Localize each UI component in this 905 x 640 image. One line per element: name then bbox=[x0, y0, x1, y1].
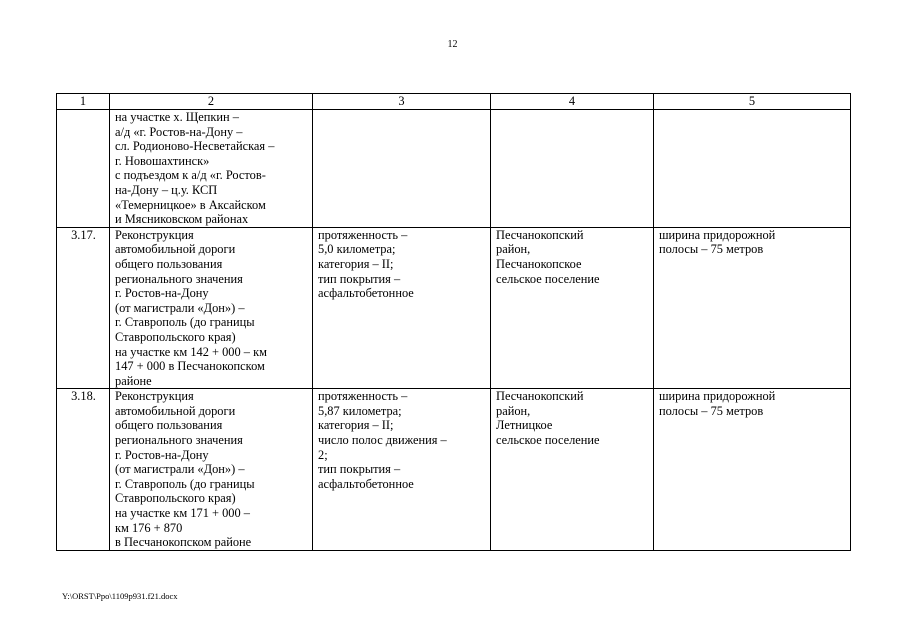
road-object-line: Ставропольского края) bbox=[115, 329, 236, 344]
roadside-zone-line: полосы – 75 метров bbox=[659, 403, 764, 418]
road-object-line: в Песчанокопском районе bbox=[115, 535, 252, 550]
road-parameters-line: 5,87 километра; bbox=[318, 403, 402, 418]
road-object-line: 147 + 000 в Песчанокопском bbox=[115, 359, 265, 374]
road-object-line: на участке км 171 + 000 – bbox=[115, 506, 250, 521]
zone-cell bbox=[654, 389, 851, 551]
road-object-line: на-Дону – ц.у. КСП bbox=[115, 182, 218, 197]
road-object-line: (от магистрали «Дон») – bbox=[115, 462, 245, 477]
object-cell bbox=[110, 110, 313, 228]
road-object-line: г. Ростов-на-Дону bbox=[115, 286, 209, 301]
road-parameters-line: число полос движения – bbox=[318, 433, 447, 448]
location-line: сельское поселение bbox=[496, 433, 600, 448]
road-object-line: регионального значения bbox=[115, 271, 243, 286]
road-object-line: (от магистрали «Дон») – bbox=[115, 300, 245, 315]
column-header-3: 3 bbox=[313, 94, 491, 110]
road-parameters-line: протяженность – bbox=[318, 227, 408, 242]
params-cell bbox=[313, 227, 491, 389]
row-number bbox=[57, 110, 110, 228]
road-object-line: г. Ставрополь (до границы bbox=[115, 476, 255, 491]
road-object-line: общего пользования bbox=[115, 256, 223, 271]
road-object-line: регионального значения bbox=[115, 433, 243, 448]
table-row bbox=[57, 227, 851, 389]
location-cell bbox=[491, 389, 654, 551]
road-parameters-line: протяженность – bbox=[318, 389, 408, 404]
road-object-line: на участке х. Щепкин – bbox=[115, 110, 239, 124]
roadside-zone-line: ширина придорожной bbox=[659, 389, 776, 404]
road-parameters-line: категория – II; bbox=[318, 256, 394, 271]
roads-table bbox=[56, 93, 851, 551]
location-line: сельское поселение bbox=[496, 271, 600, 286]
column-header-2: 2 bbox=[110, 94, 313, 110]
roadside-zone-line: ширина придорожной bbox=[659, 227, 776, 242]
road-parameters-line: асфальтобетонное bbox=[318, 286, 414, 301]
object-cell bbox=[110, 227, 313, 389]
road-object-line: на участке км 142 + 000 – км bbox=[115, 344, 267, 359]
road-object-line: Реконструкция bbox=[115, 389, 194, 404]
location-line: район, bbox=[496, 403, 531, 418]
location-line: Песчанокопское bbox=[496, 256, 582, 271]
road-object-line: общего пользования bbox=[115, 418, 223, 433]
zone-cell bbox=[654, 227, 851, 389]
location-cell bbox=[491, 110, 654, 228]
road-parameters-line: 2; bbox=[318, 447, 328, 462]
road-object-line: «Темерницкое» в Аксайском bbox=[115, 197, 266, 212]
road-parameters-line: категория – II; bbox=[318, 418, 394, 433]
location-line: Песчанокопский bbox=[496, 389, 584, 404]
location-cell bbox=[491, 227, 654, 389]
footer-file-path: Y:\ORST\Ppo\1109p931.f21.docx bbox=[62, 591, 178, 601]
road-parameters-line: асфальтобетонное bbox=[318, 476, 414, 491]
location-line: Летницкое bbox=[496, 418, 553, 433]
params-cell bbox=[313, 110, 491, 228]
roadside-zone-line: полосы – 75 метров bbox=[659, 242, 764, 257]
road-object-line: и Мясниковском районах bbox=[115, 212, 249, 227]
road-object-line: г. Ставрополь (до границы bbox=[115, 315, 255, 330]
zone-cell bbox=[654, 110, 851, 228]
column-header-1: 1 bbox=[57, 94, 110, 110]
object-cell bbox=[110, 389, 313, 551]
road-object-line: сл. Родионово-Несветайская – bbox=[115, 139, 275, 154]
road-object-line: г. Новошахтинск» bbox=[115, 153, 210, 168]
road-object-line: Ставропольского края) bbox=[115, 491, 236, 506]
location-line: Песчанокопский bbox=[496, 227, 584, 242]
road-parameters-line: тип покрытия – bbox=[318, 271, 401, 286]
road-parameters-line: тип покрытия – bbox=[318, 462, 401, 477]
column-number-row bbox=[57, 94, 851, 110]
row-number: 3.17. bbox=[57, 227, 110, 389]
road-object-line: автомобильной дороги bbox=[115, 403, 236, 418]
params-cell bbox=[313, 389, 491, 551]
road-object-line: км 176 + 870 bbox=[115, 520, 183, 535]
road-object-line: г. Ростов-на-Дону bbox=[115, 447, 209, 462]
row-number: 3.18. bbox=[57, 389, 110, 551]
road-parameters-line: 5,0 километра; bbox=[318, 242, 396, 257]
table-row bbox=[57, 110, 851, 228]
table-body bbox=[57, 110, 851, 551]
road-object-line: Реконструкция bbox=[115, 227, 194, 242]
location-line: район, bbox=[496, 242, 531, 257]
table-row bbox=[57, 389, 851, 551]
page-number: 12 bbox=[447, 39, 458, 50]
road-object-line: районе bbox=[115, 373, 152, 388]
road-object-line: автомобильной дороги bbox=[115, 242, 236, 257]
road-object-line: а/д «г. Ростов-на-Дону – bbox=[115, 124, 243, 139]
column-header-5: 5 bbox=[654, 94, 851, 110]
column-header-4: 4 bbox=[491, 94, 654, 110]
road-object-line: с подъездом к а/д «г. Ростов- bbox=[115, 168, 266, 183]
